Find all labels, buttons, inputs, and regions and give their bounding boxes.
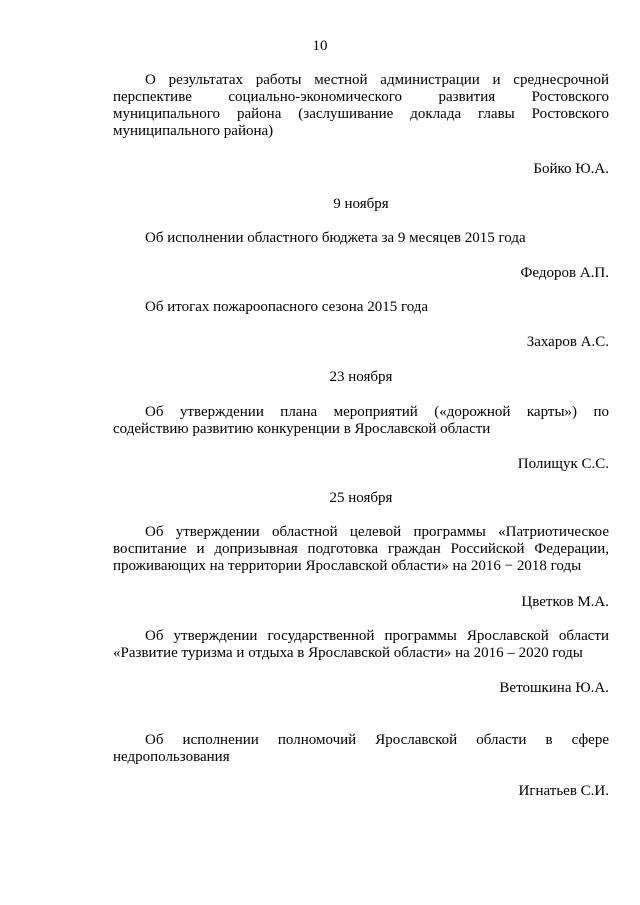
date-heading: 23 ноября [329, 369, 393, 385]
text-line: Об исполнении областного бюджета за 9 месяцев 2015 года [145, 230, 526, 246]
agenda-item-text [113, 72, 609, 140]
text-line: содействию развитию конкуренции в Ярославской области [113, 421, 491, 437]
speaker-name: Бойко Ю.А. [533, 161, 609, 177]
text-line: муниципального района) [113, 123, 274, 139]
agenda-item-text [113, 524, 609, 575]
text-line: Об утверждении государственной программы Ярославской области [145, 628, 609, 644]
text-line: перспективе социально-экономического развития Ростовского [113, 89, 609, 105]
date-heading: 9 ноября [333, 196, 389, 212]
text-line: Об исполнении полномочий Ярославской области в сфере [145, 732, 609, 748]
speaker-name: Федоров А.П. [520, 265, 609, 281]
date-heading: 25 ноября [329, 490, 393, 506]
text-line: Об итогах пожароопасного сезона 2015 года [145, 299, 429, 315]
speaker-name: Захаров А.С. [526, 334, 609, 350]
text-line: О результатах работы местной администрации и среднесрочной [145, 72, 609, 88]
text-line: Об утверждении областной целевой программы «Патриотическое [145, 524, 609, 540]
speaker-name: Цветков М.А. [521, 594, 609, 610]
text-line: муниципального района (заслушивание доклада главы Ростовского [113, 106, 609, 122]
text-line: недропользования [113, 749, 230, 765]
text-line: «Развитие туризма и отдыха в Ярославской области» на 2016 – 2020 годы [113, 645, 583, 661]
speaker-name: Игнатьев С.И. [518, 783, 609, 799]
agenda-item-text [113, 404, 609, 438]
text-line: Об утверждении плана мероприятий («дорожной карты») по [145, 404, 609, 420]
page-number: 10 [312, 38, 328, 54]
agenda-item-text [113, 628, 609, 662]
text-line: проживающих на территории Ярославской области» на 2016 − 2018 годы [113, 558, 582, 574]
agenda-item-text [113, 299, 609, 316]
speaker-name: Ветошкина Ю.А. [499, 680, 609, 696]
speaker-name: Полищук С.С. [517, 456, 609, 472]
agenda-item-text [113, 732, 609, 766]
text-line: воспитание и допризывная подготовка граждан Российской Федерации, [113, 541, 609, 557]
agenda-item-text [113, 230, 609, 247]
